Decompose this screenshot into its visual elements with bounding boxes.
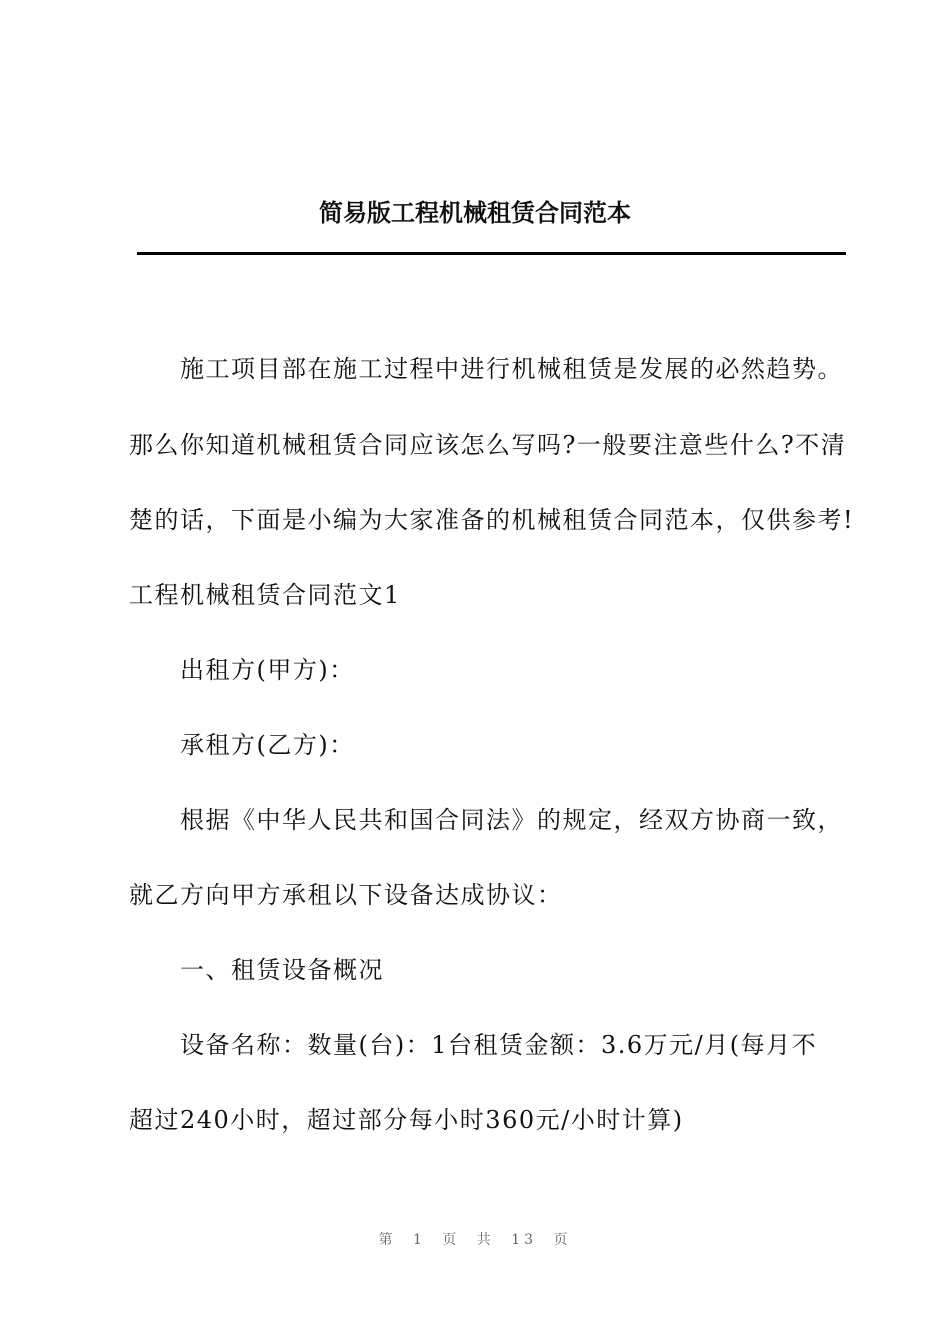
lessee-field: 承租方(乙方)： bbox=[180, 731, 355, 759]
document-title: 简易版工程机械租赁合同范本 bbox=[319, 198, 631, 227]
section-heading-contract-1: 工程机械租赁合同范文1 bbox=[129, 581, 401, 609]
body-line-10: 设备名称：数量(台)：1台租赁金额：3.6万元/月(每月不 bbox=[180, 1031, 818, 1059]
body-line-3: 楚的话，下面是小编为大家准备的机械租赁合同范本，仅供参考! bbox=[129, 506, 855, 534]
body-line-2: 那么你知道机械租赁合同应该怎么写吗?一般要注意些什么?不清 bbox=[129, 431, 847, 459]
body-line-8: 就乙方向甲方承租以下设备达成协议： bbox=[129, 881, 563, 909]
lessor-field: 出租方(甲方)： bbox=[180, 656, 355, 684]
title-divider bbox=[137, 252, 846, 255]
body-line-7: 根据《中华人民共和国合同法》的规定，经双方协商一致， bbox=[180, 806, 843, 834]
body-line-11: 超过240小时，超过部分每小时360元/小时计算) bbox=[129, 1106, 684, 1134]
clause-heading-1: 一、租赁设备概况 bbox=[180, 956, 384, 984]
body-line-1: 施工项目部在施工过程中进行机械租赁是发展的必然趋势。 bbox=[180, 355, 843, 383]
page-footer: 第 1 页 共 13 页 bbox=[378, 1232, 572, 1248]
